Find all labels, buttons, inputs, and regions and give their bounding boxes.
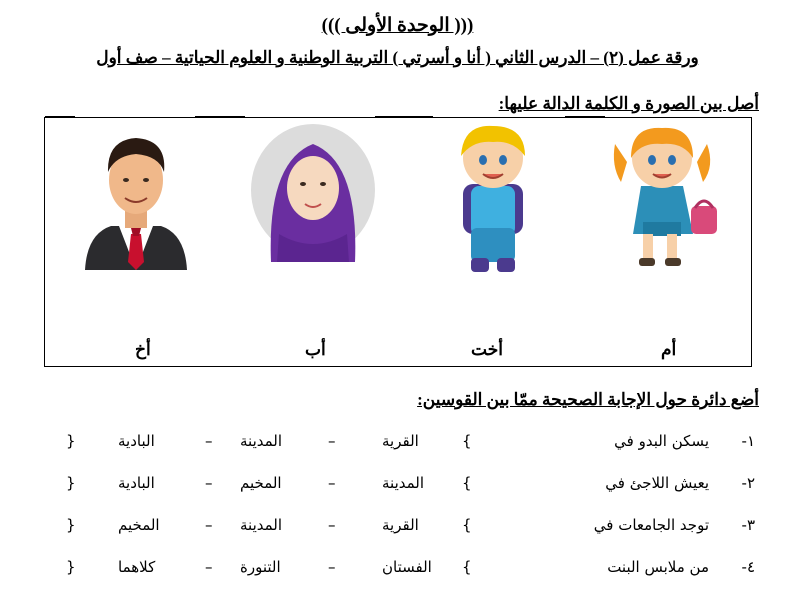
answer-option[interactable]: المدينة — [240, 432, 283, 450]
close-brace: } — [66, 558, 76, 576]
answer-option[interactable]: البادية — [118, 432, 155, 450]
matching-box — [44, 117, 752, 367]
option-separator: – — [328, 474, 336, 492]
answer-option[interactable]: القرية — [382, 432, 419, 450]
answer-blank — [195, 116, 245, 117]
close-brace: } — [66, 432, 76, 450]
matching-instruction: أصل بين الصورة و الكلمة الدالة عليها: — [498, 94, 759, 113]
answer-option[interactable]: القرية — [382, 516, 419, 534]
circle-instruction: أضع دائرة حول الإجابة الصحيحة ممّا بين القوسين: — [417, 390, 759, 409]
worksheet-subtitle: ورقة عمل (٢) – الدرس الثاني ( أنا و أسرتي ) التربية الوطنية و العلوم الحياتية – صف أول — [96, 48, 699, 67]
word-mother: أم — [661, 340, 677, 359]
answer-option[interactable]: المخيم — [118, 516, 160, 534]
answer-option[interactable]: البادية — [118, 474, 155, 492]
question-text: توجد الجامعات في — [593, 516, 709, 534]
answer-option[interactable]: الفستان — [382, 558, 432, 576]
question-number: ٤- — [741, 558, 755, 576]
boy-with-backpack-icon — [441, 122, 545, 280]
word-brother: أخ — [135, 340, 151, 359]
answer-blank — [45, 116, 75, 117]
question-number: ٢- — [741, 474, 755, 492]
woman-in-hijab-icon — [249, 122, 377, 262]
question-text: من ملابس البنت — [607, 558, 709, 576]
question-number: ٣- — [741, 516, 755, 534]
question-text: يعيش اللاجئ في — [605, 474, 709, 492]
answer-option[interactable]: كلاهما — [118, 558, 156, 576]
answer-option[interactable]: التنورة — [240, 558, 281, 576]
open-brace: { — [462, 432, 472, 450]
option-separator: – — [205, 558, 213, 576]
answer-blank — [375, 116, 433, 117]
question-row — [0, 510, 795, 544]
answer-option[interactable]: المدينة — [240, 516, 283, 534]
close-brace: } — [66, 516, 76, 534]
question-text: يسكن البدو في — [614, 432, 709, 450]
option-separator: – — [205, 516, 213, 534]
option-separator: – — [328, 432, 336, 450]
girl-with-bag-icon — [607, 122, 723, 268]
answer-option[interactable]: المخيم — [240, 474, 282, 492]
open-brace: { — [462, 474, 472, 492]
open-brace: { — [462, 516, 472, 534]
word-sister: أخت — [471, 340, 503, 359]
word-father: أب — [305, 340, 326, 359]
man-in-suit-icon — [81, 122, 191, 270]
option-separator: – — [205, 432, 213, 450]
question-row — [0, 468, 795, 502]
option-separator: – — [328, 516, 336, 534]
question-number: ١- — [741, 432, 755, 450]
close-brace: } — [66, 474, 76, 492]
answer-blank — [565, 116, 605, 117]
open-brace: { — [462, 558, 472, 576]
question-row — [0, 426, 795, 460]
answer-option[interactable]: المدينة — [382, 474, 425, 492]
worksheet-title: ((( الوحدة الأولى ))) — [321, 15, 474, 36]
question-row — [0, 552, 795, 586]
option-separator: – — [205, 474, 213, 492]
option-separator: – — [328, 558, 336, 576]
